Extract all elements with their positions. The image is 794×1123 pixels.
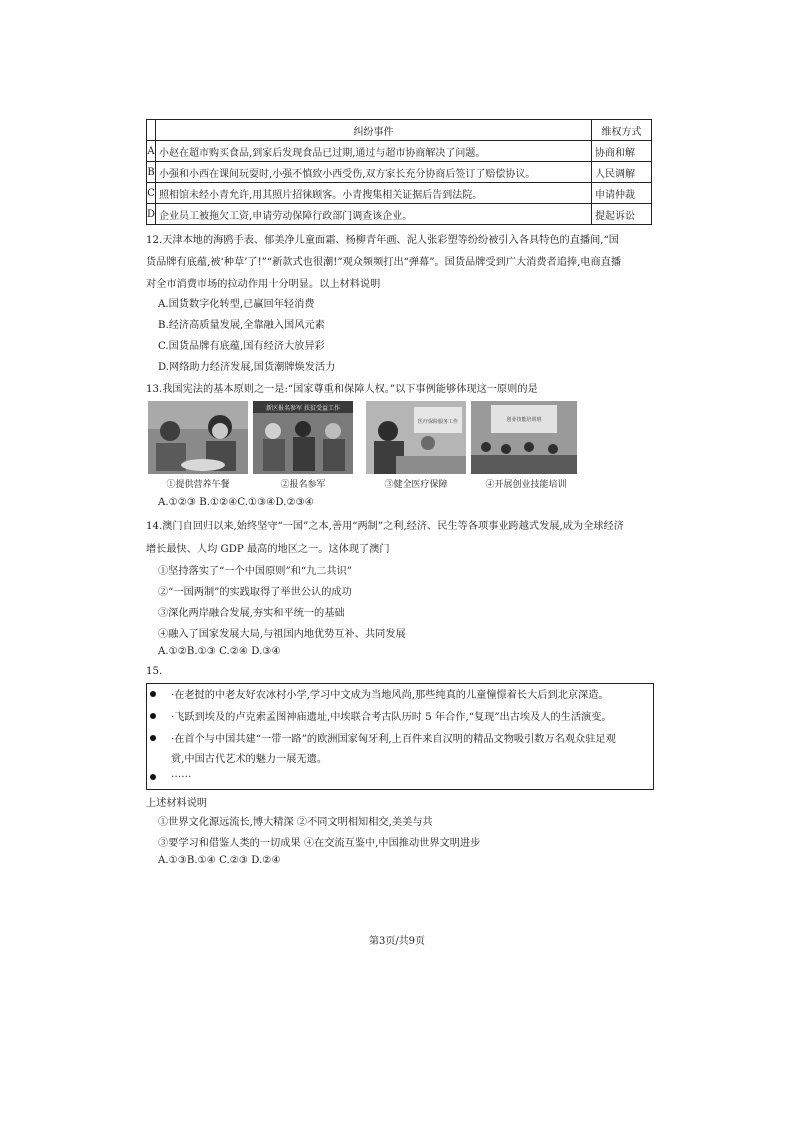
table-header-blank — [147, 120, 156, 141]
q14-stem-line: 增长最快、人均 GDP 最高的地区之一。这体现了澳门 — [146, 544, 390, 555]
photo-medical-sign: 医疗保险服务工作 — [417, 419, 459, 425]
q12-option-a: A.国货数字化转型,已赢回年轻消费 — [158, 299, 315, 310]
q15-bullet-text: …… — [171, 769, 192, 780]
row-event: 小强和小西在课间玩耍时,小强不慎致小西受伤,双方家长充分协商后签订了赔偿协议。 — [156, 162, 592, 183]
row-option: D — [147, 204, 156, 225]
bullet-icon — [150, 774, 156, 780]
q12-option-b: B.经济高质量发展,全靠融入国风元素 — [158, 320, 325, 331]
row-method: 协商和解 — [592, 141, 652, 162]
q13-photo-row — [148, 401, 578, 491]
row-method: 人民调解 — [592, 162, 652, 183]
photo-training — [471, 401, 577, 474]
table-header-row — [147, 120, 652, 141]
photo-enlist — [253, 401, 353, 474]
q13-stem: 13.我国宪法的基本原则之一是:“国家尊重和保障人权。”以下事例能够体现这一原则的是 — [146, 384, 538, 395]
photo-caption-2: ②报名参军 — [280, 480, 326, 490]
photo-caption-4: ④开展创业技能培训 — [485, 480, 567, 490]
q14-statement-4: ④融入了国家发展大局,与祖国内地优势互补、共同发展 — [158, 629, 406, 640]
q14-statement-1: ①坚持落实了“一个中国原则”和“九二共识” — [158, 566, 353, 577]
table-row — [147, 162, 652, 183]
q15-statements-line1: ①世界文化源远流长,博大精深 ②不同文明相知相交,美美与共 — [158, 817, 433, 828]
q15-answers: A.①③B.①④ C.②③ D.②④ — [158, 855, 281, 866]
q15-statements-line2: ③要学习和借鉴人类的一切成果 ④在交流互鉴中,中国推动世界文明进步 — [158, 838, 481, 849]
row-option: B — [147, 162, 156, 183]
photo-medical-image — [366, 401, 466, 474]
table-header-method: 维权方式 — [592, 120, 652, 141]
q15-bullet-text: ·在首个与中国共建“一带一路”的欧洲国家匈牙利,上百件来自汉明的精品文物吸引数万名观众驻足观 — [171, 734, 616, 745]
row-method: 提起诉讼 — [592, 204, 652, 225]
photo-training-screen: 创业技能培训班 — [506, 417, 542, 423]
q14-statement-3: ③深化两岸融合发展,夯实和平统一的基础 — [158, 608, 345, 619]
bullet-icon — [150, 691, 156, 697]
bullet-icon — [150, 713, 156, 719]
q13-answers: A.①②③ B.①②④C.①③④D.②③④ — [158, 497, 314, 508]
q15-bullet-text: ·飞跃到埃及的卢克索孟图神庙遗址,中埃联合考古队历时 5 年合作,“复现”出古埃及人的生活演变。 — [171, 712, 612, 723]
table-row — [147, 141, 652, 162]
q12-option-c: C.国货品牌有底蕴,国有经济大放异彩 — [158, 341, 325, 352]
q14-answers: A.①②B.①③ C.②④ D.③④ — [158, 646, 281, 657]
table-row — [147, 204, 652, 225]
q12-stem-line: 对全市消费市场的拉动作用十分明显。以上材料说明 — [146, 279, 381, 290]
row-event: 企业员工被拖欠工资,申请劳动保障行政部门调查该企业。 — [156, 204, 592, 225]
photo-caption-1: ①提供营养午餐 — [166, 480, 230, 490]
page-number: 第3页/共9页 — [368, 936, 426, 947]
photo-enlist-banner: 新区报名参军 扶贫受益工作 — [266, 405, 340, 412]
photo-medical — [366, 401, 466, 474]
row-option: A — [147, 141, 156, 162]
row-event: 照相馆未经小青允许,用其照片招徕顾客。小青搜集相关证据后告到法院。 — [156, 183, 592, 204]
q15-material-box — [146, 683, 654, 790]
photo-school-lunch — [148, 401, 248, 474]
row-method: 申请仲裁 — [592, 183, 652, 204]
q15-bullet-text: ·在老挝的中老友好农冰村小学,学习中文成为当地风尚,那些纯真的儿童憧憬着长大后到北京深造。 — [171, 690, 609, 701]
photo-caption-3: ③健全医疗保障 — [384, 480, 448, 490]
q12-stem-line: 12.天津本地的海鸥手表、郁美净儿童面霜、杨柳青年画、泥人张彩塑等纷纷被引入各具特色的直播间,“国 — [146, 235, 619, 246]
q14-statement-2: ②“一国两制”的实践取得了举世公认的成功 — [158, 587, 352, 598]
dispute-table — [146, 119, 652, 225]
q14-stem-line: 14.澳门自回归以来,始终坚守“一国”之本,善用“两制”之利,经济、民生等各项事业跨越式发展,成为全球经济 — [146, 521, 624, 532]
row-event: 小赵在超市购买食品,到家后发现食品已过期,通过与超市协商解决了问题。 — [156, 141, 592, 162]
q15-bullet-text: 赏,中国古代艺术的魅力一展无遗。 — [171, 754, 328, 765]
q15-lead: 上述材料说明 — [146, 798, 208, 809]
q12-option-d: D.网络助力经济发展,国货潮牌焕发活力 — [158, 362, 336, 373]
bullet-icon — [150, 735, 156, 741]
photo-training-image — [471, 401, 577, 474]
table-header-event: 纠纷事件 — [156, 120, 592, 141]
q15-number: 15. — [146, 666, 163, 677]
row-option: C — [147, 183, 156, 204]
photo-school-lunch-image — [148, 401, 248, 474]
table-row — [147, 183, 652, 204]
photo-enlist-image — [253, 401, 353, 474]
q12-stem-line: 货品牌有底蕴,被‘种草’了!”“新款式也很潮!”观众频频打出“弹幕”。国货品牌受到广大消费者追捧,电商直播 — [146, 257, 622, 268]
